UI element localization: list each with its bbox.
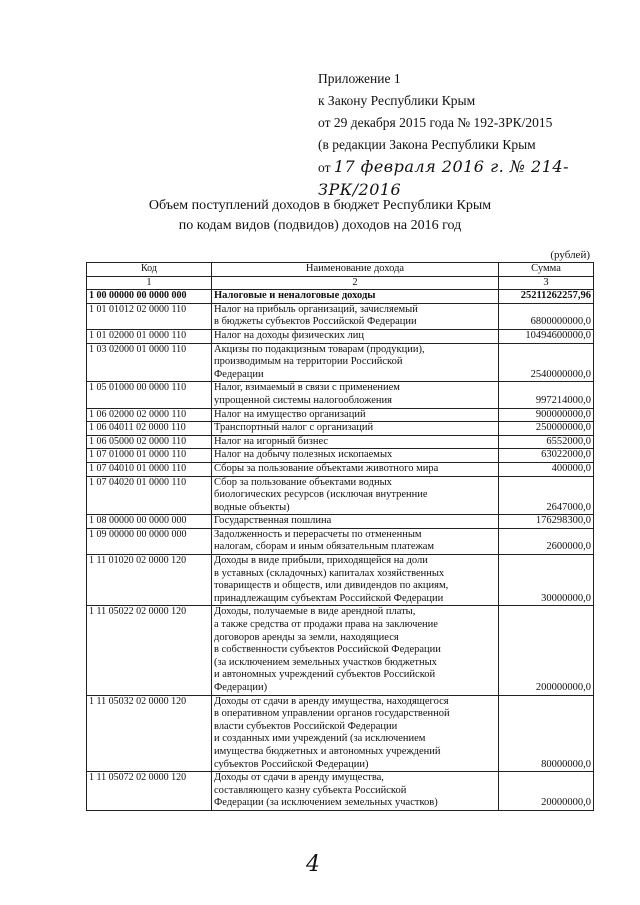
row-name	[212, 515, 499, 529]
header-name: Наименование дохода	[212, 263, 499, 277]
revenue-table	[86, 262, 594, 811]
row-amount: 2647000,0	[499, 476, 594, 515]
page-number: 4	[306, 852, 320, 877]
row-amount: 6800000000,0	[499, 303, 594, 329]
row-name-line: Налоговые и неналоговые доходы	[214, 290, 376, 302]
row-name-line: Федерации (за исключением земельных участков)	[214, 797, 438, 809]
row-name-line: водные объекты)	[214, 501, 290, 513]
row-name-line: налогам, сборам и иным обязательным платежам	[214, 541, 435, 553]
appendix-label: Приложение 1	[318, 71, 401, 86]
row-code: 1 07 04010 01 0000 110	[87, 462, 212, 476]
row-name-line: Доходы в виде прибыли, приходящейся на доли	[214, 555, 428, 567]
row-amount: 25211262257,96	[499, 290, 594, 304]
row-name-line: Доходы, получаемые в виде арендной платы,	[214, 606, 416, 618]
table-row	[87, 772, 594, 811]
row-name	[212, 695, 499, 772]
row-name-line: и созданных ими учреждений (за исключением	[214, 733, 426, 745]
row-name	[212, 772, 499, 811]
header-amount: Сумма	[499, 263, 594, 277]
row-name-line: принадлежащим субъектам Российской Федерации	[214, 592, 444, 604]
row-name-line: Налог на прибыль организаций, зачисляемый	[214, 303, 418, 315]
units-label: (рублей)	[550, 249, 590, 261]
row-amount: 20000000,0	[499, 772, 594, 811]
row-name-line: в бюджеты субъектов Российской Федерации	[214, 316, 417, 328]
row-name-line: Федерации)	[214, 682, 268, 693]
colnum-name: 2	[212, 276, 499, 290]
table-row	[87, 329, 594, 343]
document-title	[0, 196, 640, 236]
row-name-line: биологических ресурсов (исключая внутренние	[214, 489, 428, 501]
row-name	[212, 555, 499, 606]
row-name-line: субъектов Российской Федерации)	[214, 758, 369, 770]
row-code: 1 07 01000 01 0000 110	[87, 449, 212, 463]
row-amount: 2600000,0	[499, 528, 594, 554]
row-name-line: Государственная пошлина	[214, 515, 332, 527]
appendix-revision: (в редакции Закона Республики Крым	[318, 137, 536, 152]
colnum-amount: 3	[499, 276, 594, 290]
row-code: 1 07 04020 01 0000 110	[87, 476, 212, 515]
row-amount: 6552000,0	[499, 435, 594, 449]
row-name	[212, 408, 499, 422]
row-amount: 997214000,0	[499, 382, 594, 408]
row-code: 1 03 02000 01 0000 110	[87, 343, 212, 382]
row-code: 1 01 02000 01 0000 110	[87, 329, 212, 343]
row-amount: 63022000,0	[499, 449, 594, 463]
table-row	[87, 382, 594, 408]
row-name	[212, 329, 499, 343]
row-amount: 250000000,0	[499, 422, 594, 436]
row-name-line: производимым на территории Российской	[214, 356, 403, 368]
title-line-2: по кодам видов (подвидов) доходов на 2016 год	[178, 218, 462, 233]
row-name-line: Доходы от сдачи в аренду имущества, находящегося	[214, 695, 449, 707]
row-amount: 400000,0	[499, 462, 594, 476]
row-amount: 30000000,0	[499, 555, 594, 606]
row-code: 1 05 01000 00 0000 110	[87, 382, 212, 408]
appendix-law-ref: к Закону Республики Крым	[318, 93, 476, 108]
table-row	[87, 606, 594, 695]
header-code: Код	[87, 263, 212, 277]
row-name-line: Налог на имущество организаций	[214, 408, 366, 420]
table-row	[87, 449, 594, 463]
row-name-line: и автономных учреждений субъектов Российской	[214, 669, 436, 681]
row-name	[212, 449, 499, 463]
row-name-line: Налог на игорный бизнес	[214, 435, 329, 447]
table-row	[87, 476, 594, 515]
row-code: 1 06 05000 02 0000 110	[87, 435, 212, 449]
table-row	[87, 695, 594, 772]
table-row	[87, 555, 594, 606]
table-row	[87, 303, 594, 329]
row-name-line: (за исключением земельных участков бюджетных	[214, 656, 437, 668]
appendix-law-date: от 29 декабря 2015 года № 192-ЗРК/2015	[318, 115, 553, 130]
row-name	[212, 382, 499, 408]
row-code: 1 09 00000 00 0000 000	[87, 528, 212, 554]
row-name	[212, 528, 499, 554]
row-name	[212, 290, 499, 304]
appendix-header	[318, 68, 640, 202]
row-code: 1 11 05032 02 0000 120	[87, 695, 212, 772]
row-name-line: Налог на доходы физических лиц	[214, 329, 364, 341]
table-header-row	[87, 263, 594, 277]
row-name-line: Сборы за пользование объектами животного мира	[214, 462, 439, 474]
row-name-line: Задолженность и перерасчеты по отмененным	[214, 528, 422, 540]
row-name-line: Сбор за пользование объектами водных	[214, 476, 392, 488]
table-row	[87, 408, 594, 422]
row-name	[212, 606, 499, 695]
row-amount: 900000000,0	[499, 408, 594, 422]
table-row	[87, 528, 594, 554]
row-name-line: упрощенной системы налогообложения	[214, 394, 392, 406]
table-column-numbers-row	[87, 276, 594, 290]
handwritten-revision-date: 17 февраля 2016 г. № 214-ЗРК/2016	[318, 157, 569, 199]
row-name-line: в оперативном управлении органов государственной	[214, 708, 450, 720]
table-row	[87, 515, 594, 529]
row-amount: 2540000000,0	[499, 343, 594, 382]
table-row	[87, 462, 594, 476]
row-code: 1 11 01020 02 0000 120	[87, 555, 212, 606]
row-amount: 80000000,0	[499, 695, 594, 772]
row-name-line: Акцизы по подакцизным товарам (продукции),	[214, 343, 425, 355]
row-name-line: Транспортный налог с организаций	[214, 422, 374, 434]
row-name	[212, 343, 499, 382]
row-name-line: Доходы от сдачи в аренду имущества,	[214, 772, 384, 784]
row-name	[212, 462, 499, 476]
row-name-line: в уставных (складочных) капиталах хозяйственных	[214, 567, 445, 579]
row-code: 1 00 00000 00 0000 000	[87, 290, 212, 304]
row-amount: 10494600000,0	[499, 329, 594, 343]
row-amount: 200000000,0	[499, 606, 594, 695]
row-name-line: Налог, взимаемый в связи с применением	[214, 382, 400, 394]
row-name-line: имущества бюджетных и автономных учреждений	[214, 745, 441, 757]
table-row	[87, 435, 594, 449]
row-code: 1 08 00000 00 0000 000	[87, 515, 212, 529]
row-name	[212, 476, 499, 515]
row-name-line: а также средства от продажи права на заключение	[214, 619, 438, 631]
title-line-1: Объем поступлений доходов в бюджет Республики Крым	[148, 198, 492, 213]
row-name-line: составляющего казну субъекта Российской	[214, 784, 407, 796]
row-name	[212, 435, 499, 449]
row-amount: 176298300,0	[499, 515, 594, 529]
row-code: 1 11 05022 02 0000 120	[87, 606, 212, 695]
row-code: 1 06 02000 02 0000 110	[87, 408, 212, 422]
row-name-line: договоров аренды за земли, находящиеся	[214, 631, 399, 643]
row-name-line: Налог на добычу полезных ископаемых	[214, 449, 393, 461]
row-code: 1 06 04011 02 0000 110	[87, 422, 212, 436]
colnum-code: 1	[87, 276, 212, 290]
row-code: 1 11 05072 02 0000 120	[87, 772, 212, 811]
table-row	[87, 343, 594, 382]
row-name	[212, 303, 499, 329]
row-name-line: власти субъектов Российской Федерации	[214, 720, 398, 732]
row-name	[212, 422, 499, 436]
row-name-line: Федерации	[214, 368, 264, 380]
row-name-line: в собственности субъектов Российской Федерации	[214, 644, 441, 656]
row-name-line: товариществ и обществ, или дивидендов по акциям,	[214, 580, 449, 592]
revision-date-prefix: от	[318, 160, 331, 175]
table-row	[87, 422, 594, 436]
table-row	[87, 290, 594, 304]
row-code: 1 01 01012 02 0000 110	[87, 303, 212, 329]
